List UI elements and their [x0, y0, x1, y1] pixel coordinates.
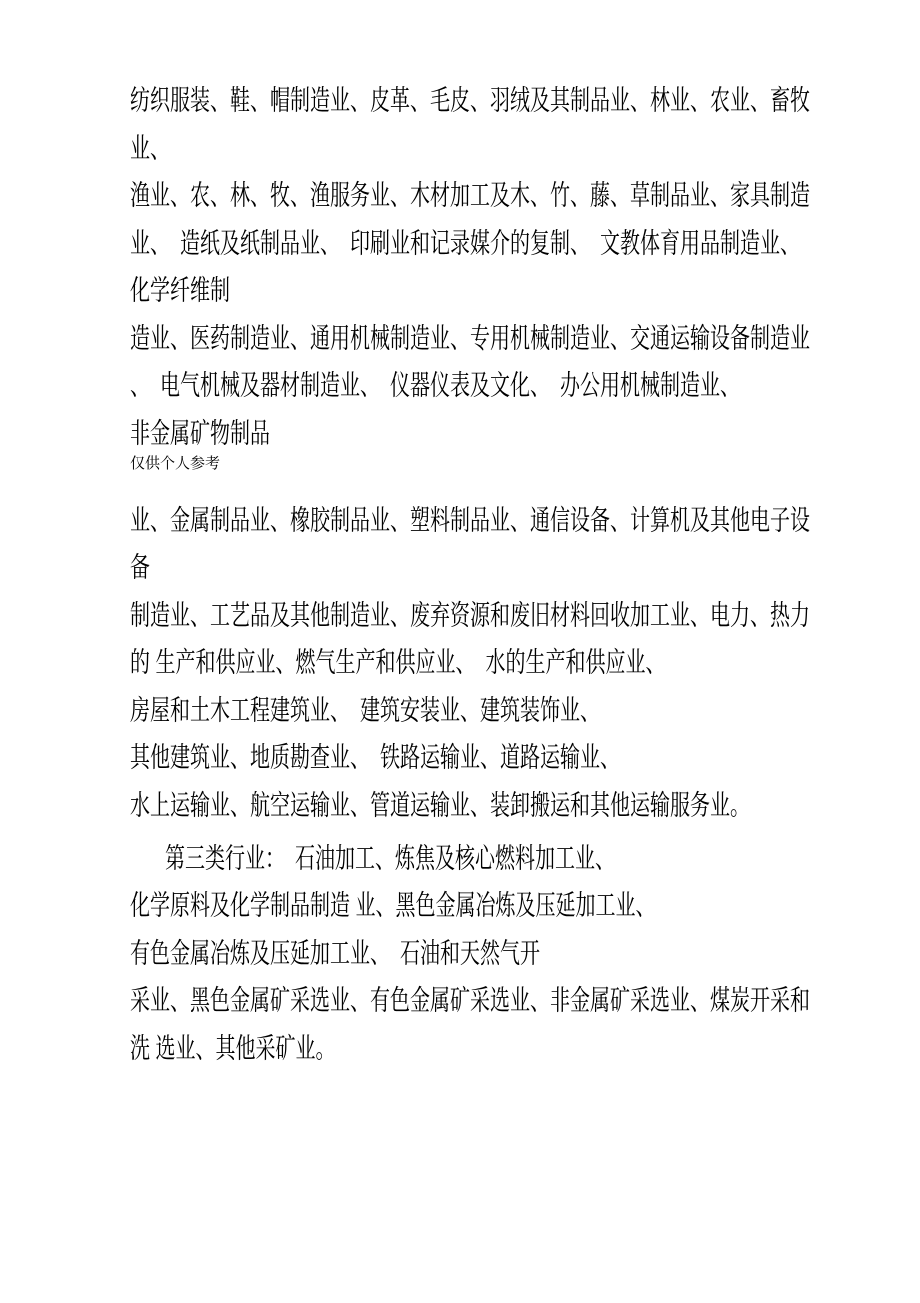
doc-line-20-text: 采业、黑色金属矿采选业、有色金属矿采选业、非金属矿采选业、煤炭开采和 [130, 985, 810, 1017]
doc-line-17-third-category-heading [130, 842, 790, 876]
doc-line-19-text: 有色金属冶炼及压延加工业、 石油和天然气开 [130, 938, 540, 969]
watermark-note-text: 仅供个人参考 [130, 454, 221, 472]
doc-line-5 [130, 274, 790, 308]
doc-line-4-text: 业、 造纸及纸制品业、 印刷业和记录媒介的复制、 文教体育用品制造业、 [130, 228, 800, 259]
doc-line-13 [130, 646, 790, 680]
doc-line-14 [130, 694, 790, 728]
doc-line-21 [130, 1032, 790, 1066]
doc-line-21-text: 洗 选业、其他采矿业。 [130, 1033, 336, 1064]
doc-line-7 [130, 369, 790, 403]
doc-line-5-text: 化学纤维制 [130, 275, 230, 307]
doc-line-15 [130, 741, 790, 775]
doc-line-3 [130, 179, 810, 213]
doc-line-15-text: 其他建筑业、地质勘查业、 铁路运输业、道路运输业、 [130, 742, 620, 774]
doc-line-18 [130, 889, 790, 923]
doc-line-4 [130, 227, 800, 261]
doc-line-6 [130, 322, 810, 356]
doc-line-2-text: 业、 [130, 133, 170, 164]
doc-line-12 [130, 599, 810, 633]
doc-line-8 [130, 417, 790, 451]
doc-line-19 [130, 937, 790, 971]
doc-line-12-text: 制造业、工艺品及其他制造业、废弃资源和废旧材料回收加工业、电力、热力 [130, 600, 810, 631]
doc-line-3-text: 渔业、农、林、牧、渔服务业、木材加工及木、竹、藤、草制品业、家具制造 [130, 180, 810, 212]
doc-line-16-text: 水上运输业、航空运输业、管道运输业、装卸搬运和其他运输服务业。 [130, 790, 750, 821]
doc-line-10-text: 业、金属制品业、橡胶制品业、塑料制品业、通信设备、计算机及其他电子设 [130, 505, 810, 536]
doc-line-1 [130, 84, 810, 118]
doc-line-8-text: 非金属矿物制品 [130, 418, 270, 449]
doc-line-20 [130, 984, 810, 1018]
doc-line-18-text: 化学原料及化学制品制造 业、黑色金属冶炼及压延加工业、 [130, 890, 656, 922]
doc-line-17-text: 第三类行业： 石油加工、炼焦及核心燃料加工业、 [165, 843, 615, 874]
doc-line-13-text: 的 生产和供应业、燃气生产和供应业、 水的生产和供应业、 [130, 647, 666, 679]
doc-line-16 [130, 789, 790, 823]
doc-line-11 [130, 551, 790, 585]
doc-line-11-text: 备 [130, 552, 150, 584]
doc-line-2 [130, 132, 790, 166]
doc-line-10 [130, 504, 810, 538]
doc-line-14-text: 房屋和土木工程建筑业、 建筑安装业、建筑装饰业、 [130, 695, 600, 726]
doc-line-1-text: 纺织服装、鞋、帽制造业、皮革、毛皮、羽绒及其制品业、林业、农业、畜牧 [130, 85, 810, 117]
doc-line-7-text: 、 电气机械及器材制造业、 仪器仪表及文化、 办公用机械制造业、 [130, 370, 740, 402]
doc-line-6-text: 造业、医药制造业、通用机械制造业、专用机械制造业、交通运输设备制造业 [130, 323, 810, 354]
